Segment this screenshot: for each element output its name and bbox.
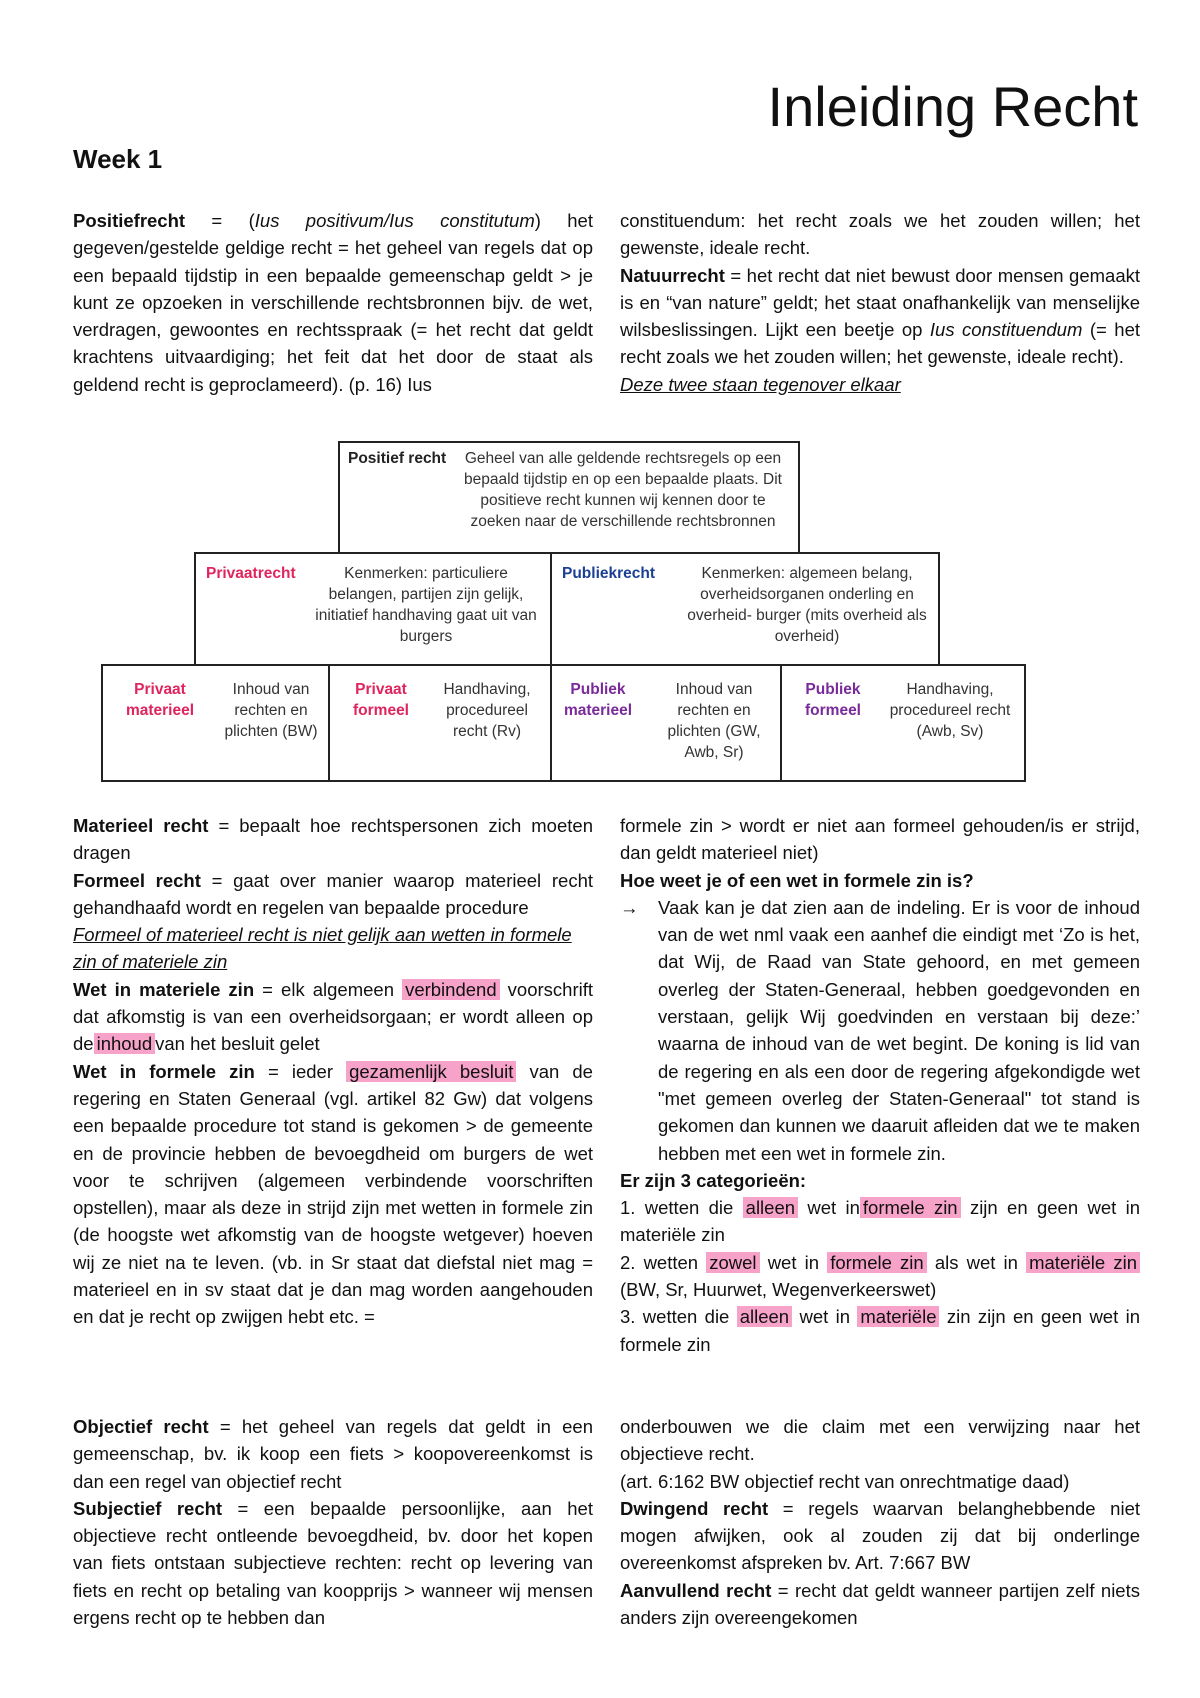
page-title: Inleiding Recht	[767, 75, 1138, 138]
objectief-subjectief-section: Objectief recht = het geheel van regels dat geldt in een gemeenschap, bv. ik koop een fiets > koopovereenkomst is dan een regel van objectief recht Subjectief recht = een bepaalde persoonlijke, aan het objectieve recht ontleende bevoegdheid, bv. door het kopen van fiets ontstaan subjectieve rechten: recht op levering van fiets en recht op betaling van koopprijs > wanneer wij mensen ergens recht op te hebben dan	[73, 1416, 593, 1629]
highlight: formele zin	[860, 1197, 961, 1218]
term-aanvullend-recht: Aanvullend recht	[620, 1579, 772, 1601]
term-wet-materiele-zin: Wet in materiele zin	[73, 978, 255, 1000]
paragraph-continuation: formele zin > wordt er niet aan formeel gehouden/is er strijd, dan geldt materieel niet)	[620, 815, 1140, 864]
diagram-publiekrecht-text: Kenmerken: algemeen belang, overheidsorganen onderling en overheid- burger (mits overheid als overheid)	[687, 565, 927, 645]
diagram-leaf-privaat-materieel	[101, 664, 330, 782]
arrow-text: Vaak kan je dat zien aan de indeling. Er is voor de inhoud van de wet nml vaak een aanhef die eindigt met ‘Zo is het, dat Wij, de Raad van State gehoord, en met gemeen overleg der Staten-Generaal, hebben goedgevonden en verstaan, gelijk Wij goedvinden en verstaan bij deze:’ waarna de inhoud van de wet begint. De koning is lid van de regering en als een door de regering afgekondigde wet "met gemeen overleg der Staten-Generaal" tot stand is gekomen dan kunnen we daaruit afleiden dat we te maken hebben met een wet in formele zin.	[658, 896, 1140, 1164]
term-objectief-recht: Objectief recht	[73, 1416, 209, 1437]
latin-term: Ius positivum/Ius constitutum	[254, 210, 535, 231]
diagram-privaatrecht-box	[194, 552, 552, 666]
diagram-privaatrecht-label: Privaatrecht	[206, 565, 296, 582]
categories-heading: Er zijn 3 categorieën:	[620, 1169, 807, 1191]
diagram-leaf-publiek-materieel	[550, 664, 782, 782]
diagram-leaf-label: Publiek formeel	[805, 681, 861, 719]
contrast-note: Deze twee staan tegenover elkaar	[620, 373, 901, 395]
diagram-leaf-label: Privaat materieel	[125, 681, 195, 719]
term-materieel-recht: Materieel recht	[73, 815, 209, 836]
term-natuurrecht: Natuurrecht	[620, 264, 725, 286]
latin-term: Ius constituendum	[929, 319, 1083, 341]
article-reference: (art. 6:162 BW objectief recht van onrechtmatige daad)	[620, 1470, 1070, 1492]
diagram-leaf-privaat-formeel	[328, 664, 552, 782]
highlight: inhoud	[94, 1033, 156, 1054]
term-subjectief-recht: Subjectief recht	[73, 1497, 223, 1519]
term-wet-formele-zin: Wet in formele zin	[73, 1060, 255, 1082]
question-heading: Hoe weet je of een wet in formele zin is?	[620, 869, 974, 891]
highlight: alleen	[743, 1197, 798, 1218]
diagram-root-text: Geheel van alle geldende rechtsregels op een bepaald tijdstip en op een bepaalde plaats. Dit positieve recht kunnen wij kennen door te zoeken naar de verschillende rechtsbronnen	[464, 450, 782, 530]
category-1: 1. wetten die alleen wet in formele zin zijn en geen wet in materiële zin	[620, 1197, 1140, 1246]
highlight: gezamenlijk besluit	[346, 1061, 516, 1082]
natuurrecht-section: constituendum: het recht zoals we het zouden willen; het gewenste, ideale recht. Natuurrecht = het recht dat niet bewust door mensen gemaakt is en “van nature” geldt; het staat onafhankelijk van menselijke wilsbeslissingen. Lijkt een beetje op Ius constituendum (= het recht zoals we het zouden willen; het gewenste, ideale recht). Deze twee staan tegenover elkaar	[620, 207, 1140, 398]
highlight: verbindend	[402, 979, 500, 1000]
term-formeel-recht: Formeel recht	[73, 869, 201, 891]
highlight: zowel	[706, 1252, 759, 1273]
diagram-leaf-text: Inhoud van rechten en plichten (BW)	[224, 681, 318, 740]
highlight: alleen	[737, 1306, 792, 1327]
diagram-leaf-label: Privaat formeel	[353, 681, 409, 719]
right-arrow-icon: →	[620, 896, 639, 918]
highlight: formele zin	[827, 1252, 926, 1273]
positiefrecht-section: Positiefrecht = (Ius positivum/Ius constitutum) het gegeven/gestelde geldige recht = het geheel van regels dat op een bepaald tijdstip in een bepaalde gemeenschap geldt > je kunt ze opzoeken in verschillende rechtsbronnen bijv. de wet, verdragen, gewoontes en rechtsspraak (= het recht dat geldt krachtens uitvaardiging; het feit dat het door de staat als geldend recht is geproclameerd). (p. 16) Ius	[73, 210, 593, 395]
highlight: materiële zin	[1026, 1252, 1140, 1273]
diagram-leaf-text: Inhoud van rechten en plichten (GW, Awb, Sr)	[667, 681, 761, 761]
paragraph-continuation: onderbouwen we die claim met een verwijzing naar het objectieve recht.	[620, 1416, 1140, 1465]
diagram-leaf-text: Handhaving, procedureel recht (Rv)	[443, 681, 531, 740]
materieel-formeel-section: Materieel recht = bepaalt hoe rechtspersonen zich moeten dragen Formeel recht = gaat over manier waarop materieel recht gehandhaafd wordt en regelen van bepaalde procedure Formeel of materieel recht is niet gelijk aan wetten in formele zin of materiele zin Wet in materiele zin = elk algemeen verbindend voorschrift dat afkomstig is van een overheidsorgaan; er wordt alleen op de inhoud van het besluit gelet Wet in formele zin = ieder gezamenlijk besluit van de regering en Staten Generaal (vgl. artikel 82 Gw) dat volgens een bepaalde procedure tot stand is gekomen > de gemeente en de provincie hebben de bevoegdheid om burgers de wet voor te schrijven (algemeen verbindende voorschriften opstellen), maar als deze in strijd zijn met wetten in formele zin (de hoogste wet afkomstig van de hoogste wetgever) hoeven wij ze niet na te leven. (vb. in Sr staat dat diefstal niet mag = materieel en in sv staat dat je dan mag worden aangehouden en dat je recht op zwijgen hebt etc. =	[73, 815, 593, 1328]
category-3: 3. wetten die alleen wet in materiële zin zijn en geen wet in formele zin	[620, 1306, 1140, 1355]
diagram-root-box	[338, 441, 800, 554]
diagram-root-label: Positief recht	[348, 450, 447, 467]
term-positiefrecht: Positiefrecht	[73, 210, 186, 231]
category-2: 2. wetten zowel wet in formele zin als wet in materiële zin (BW, Sr, Huurwet, Wegenverkeerswet)	[620, 1249, 1140, 1304]
week-heading: Week 1	[73, 144, 163, 174]
arrow-item	[620, 894, 1140, 1167]
dwingend-aanvullend-section: onderbouwen we die claim met een verwijzing naar het objectieve recht. (art. 6:162 BW objectief recht van onrechtmatige daad) Dwingend recht = regels waarvan belanghebbende niet mogen afwijken, ook al zouden zij dat bij onderlinge overeenkomst afspreken bv. Art. 7:667 BW Aanvullend recht = recht dat geldt wanneer partijen zelf niets anders zijn overeengekomen	[620, 1413, 1140, 1631]
diagram-publiekrecht-box	[550, 552, 940, 666]
term-dwingend-recht: Dwingend recht	[620, 1497, 769, 1519]
formele-zin-section	[620, 812, 1140, 1358]
diagram-leaf-publiek-formeel	[780, 664, 1026, 782]
paragraph-continuation: constituendum: het recht zoals we het zouden willen; het gewenste, ideale recht.	[620, 210, 1140, 259]
diagram-privaatrecht-text: Kenmerken: particuliere belangen, partijen zijn gelijk, initiatief handhaving gaat uit van burgers	[315, 565, 537, 645]
highlight: materiële	[857, 1306, 939, 1327]
diagram-publiekrecht-label: Publiekrecht	[562, 565, 656, 582]
underlined-note: Formeel of materieel recht is niet gelijk aan wetten in formele zin of materiele zin	[73, 924, 572, 973]
diagram-leaf-label: Publiek materieel	[563, 681, 633, 719]
diagram-leaf-text: Handhaving, procedureel recht (Awb, Sv)	[889, 681, 1011, 740]
